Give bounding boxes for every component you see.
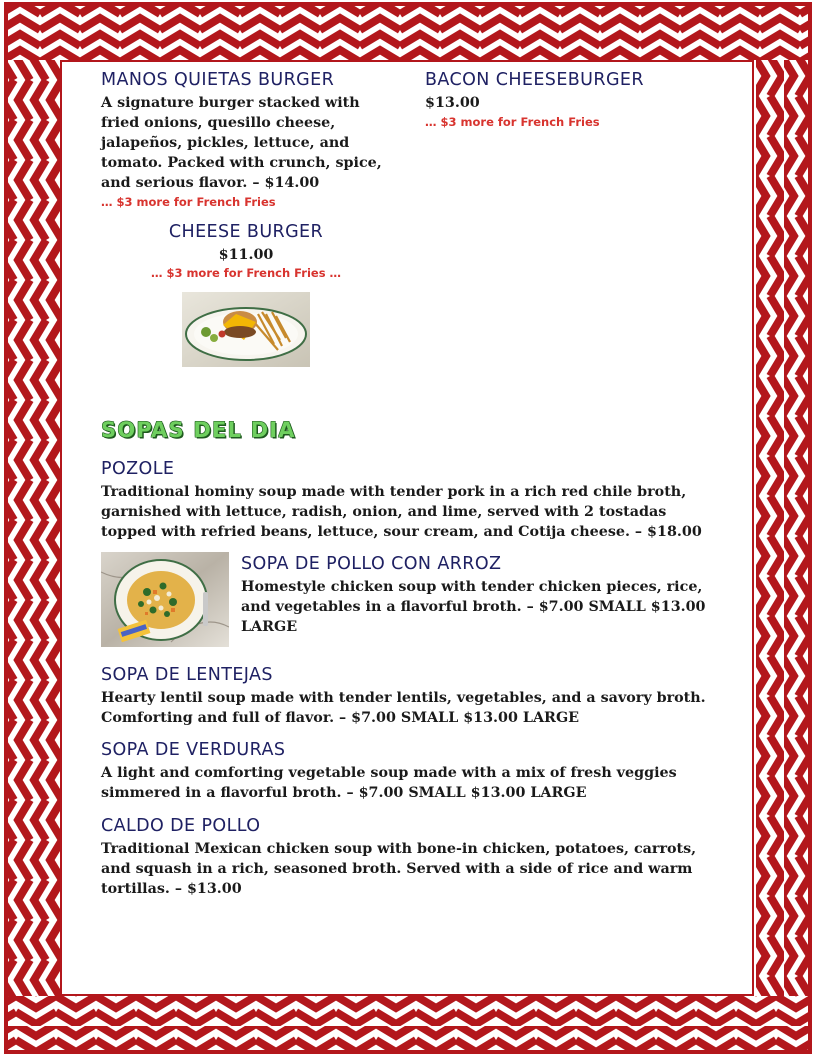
cheeseburger-plate-photo [182,292,310,367]
cheese-burger-fries-upsell: … $3 more for French Fries … [150,266,342,280]
pozole-heading: POZOLE [101,459,175,479]
caldo-de-pollo-heading: CALDO DE POLLO [101,816,261,836]
sopas-del-dia-title: SOPAS DEL DIA [101,418,296,442]
manos-quietas-fries-upsell: … $3 more for French Fries [101,195,276,209]
sopa-de-lentejas-description: Hearty lentil soup made with tender lentils, vegetables, and a savory broth. Comforting and full of flavor. – $7.00 SMALL $13.00 LARGE [101,690,706,726]
sopa-de-pollo-con-arroz-description: Homestyle chicken soup with tender chicken pieces, rice, and vegetables in a flavorful broth. – $7.00 SMALL $13.00 LARGE [241,579,706,635]
manos-quietas-burger-heading: MANOS QUIETAS BURGER [101,70,335,90]
sopa-de-pollo-con-arroz-heading: SOPA DE POLLO CON ARROZ [241,554,502,574]
bacon-cheeseburger-price: $13.00 [425,95,480,111]
sopa-de-verduras-description: A light and comforting vegetable soup made with a mix of fresh veggies simmered in a flavorful broth. – $7.00 SMALL $13.00 LARGE [101,765,677,801]
bacon-cheeseburger-fries-upsell: … $3 more for French Fries [425,115,600,129]
pozole-description: Traditional hominy soup made with tender pork in a rich red chile broth, garnished with lettuce, radish, onion, and lime, served with 2 tostadas topped with refried beans, lettuce, sour cream, and Cotija cheese. – $18.00 [101,484,702,540]
caldo-de-pollo-description: Traditional Mexican chicken soup with bone-in chicken, potatoes, carrots, and squash in a rich, seasoned broth. Served with a side of rice and warm tortillas. – $13.00 [101,841,697,897]
manos-quietas-burger-description: A signature burger stacked with fried onions, quesillo cheese, jalapeños, pickles, lettuce, and tomato. Packed with crunch, spice, and serious flavor. – $14.00 [101,95,382,191]
bacon-cheeseburger-heading: BACON CHEESEBURGER [425,70,644,90]
sopa-de-verduras-heading: SOPA DE VERDURAS [101,740,286,760]
chicken-soup-bowl-photo [101,552,229,647]
cheese-burger-heading: CHEESE BURGER [168,222,324,242]
sopa-de-lentejas-heading: SOPA DE LENTEJAS [101,665,273,685]
cheese-burger-price: $11.00 [218,247,274,263]
